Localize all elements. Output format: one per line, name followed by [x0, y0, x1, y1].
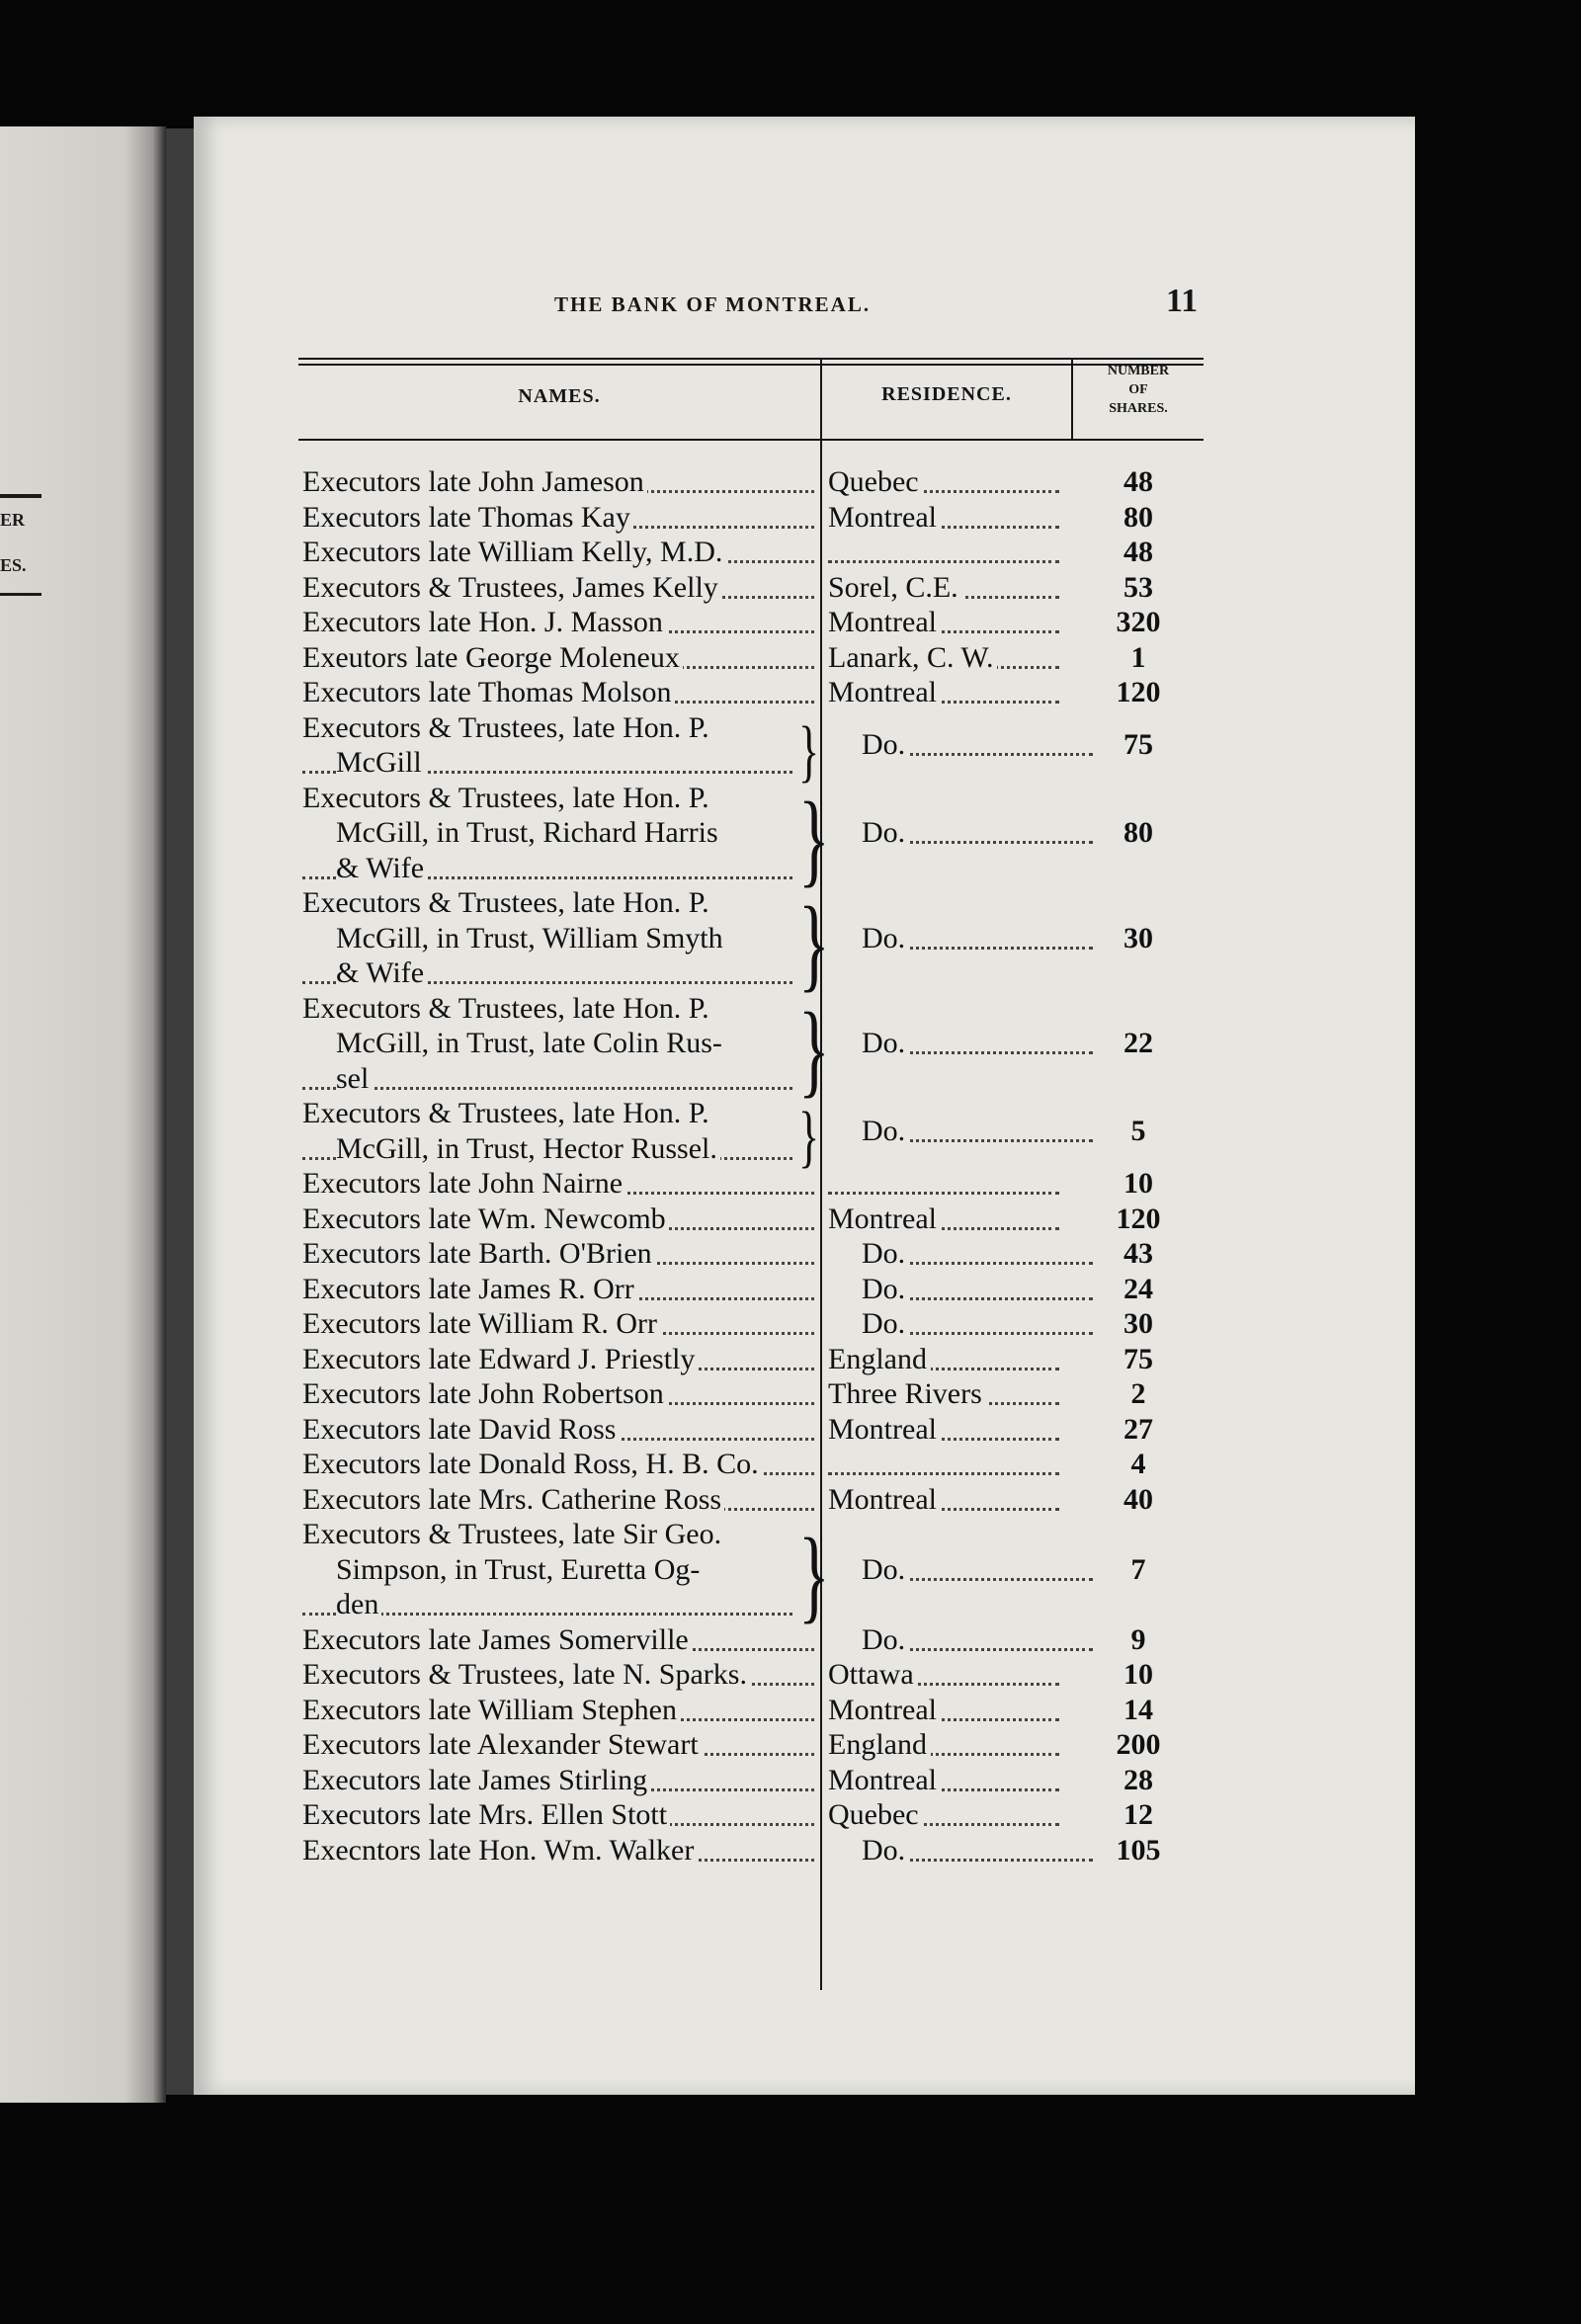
- residence-cell: [828, 1482, 1065, 1518]
- shares-cell: 28: [1123, 1763, 1153, 1796]
- residence-cell: [828, 1026, 1099, 1061]
- table-row: [194, 1517, 1415, 1634]
- shares-cell: 5: [1130, 1114, 1146, 1147]
- name-cell: [302, 991, 818, 1097]
- residence-cell: [828, 605, 1065, 640]
- table-row: [194, 1657, 1415, 1693]
- shares-cell: 30: [1123, 1307, 1153, 1340]
- residence-text: Do.: [862, 1027, 909, 1059]
- residence-cell: [828, 1447, 1065, 1482]
- brace-symbol: }: [798, 992, 830, 1108]
- residence-cell: [828, 500, 1065, 536]
- name-cell: [302, 1376, 818, 1412]
- name-cell: [302, 1657, 818, 1693]
- name-cell: [302, 1833, 818, 1868]
- table-row: [194, 1447, 1415, 1482]
- name-cell: [302, 1412, 818, 1448]
- shares-cell: 12: [1123, 1798, 1153, 1831]
- table-row: [194, 781, 1415, 897]
- residence-text: Montreal: [828, 1413, 941, 1446]
- residence-text: Three Rivers: [828, 1377, 986, 1410]
- name-text: Executors late John Robertson: [302, 1377, 667, 1410]
- table-row: [194, 1376, 1415, 1412]
- name-cell: [302, 1202, 818, 1237]
- table-row: [194, 535, 1415, 570]
- name-cell: [302, 640, 818, 676]
- column-header-shares-line: SHARES.: [1109, 401, 1168, 416]
- residence-text: Do.: [862, 922, 909, 954]
- name-text: McGill, in Trust, Richard Harris: [336, 816, 721, 849]
- table-row: [194, 1727, 1415, 1763]
- name-text: Executors late Mrs. Catherine Ross: [302, 1483, 724, 1516]
- shares-cell: 80: [1123, 816, 1153, 849]
- page: [194, 117, 1415, 2095]
- name-cell: [302, 1482, 818, 1518]
- table-row: [194, 1342, 1415, 1377]
- shares-cell: 120: [1116, 676, 1161, 708]
- table-row: [194, 1306, 1415, 1342]
- residence-text: Lanark, C. W.: [828, 641, 997, 674]
- shares-cell: 10: [1123, 1658, 1153, 1691]
- residence-cell: [828, 1657, 1065, 1693]
- name-text: Executors late Wm. Newcomb: [302, 1203, 669, 1235]
- name-text: McGill, in Trust, late Colin Rus-: [336, 1027, 725, 1059]
- facing-page-edge: [0, 126, 166, 2103]
- name-text: McGill: [336, 746, 425, 779]
- name-text: Executors & Trustees, James Kelly: [302, 571, 721, 604]
- residence-text: Do.: [862, 1553, 909, 1586]
- residence-cell: [828, 675, 1065, 710]
- name-text: sel: [336, 1062, 372, 1095]
- residence-text: Do.: [862, 1237, 909, 1270]
- column-header-names: NAMES.: [518, 385, 601, 407]
- name-cell: [302, 1306, 818, 1342]
- page-header: [194, 283, 1415, 326]
- shares-cell: 40: [1123, 1482, 1153, 1516]
- shares-cell: 24: [1123, 1272, 1153, 1305]
- residence-cell: [828, 1342, 1065, 1377]
- residence-cell: [828, 535, 1065, 570]
- name-text: Executors late Thomas Kay: [302, 501, 633, 534]
- dot-leader: [828, 1447, 1059, 1475]
- name-cell: [302, 464, 818, 500]
- residence-cell: [828, 1797, 1065, 1833]
- residence-text: Montreal: [828, 1203, 941, 1235]
- residence-cell: [828, 570, 1065, 606]
- name-cell: [302, 605, 818, 640]
- name-cell: [302, 1096, 818, 1166]
- name-text: Executors & Trustees, late Hon. P.: [302, 1097, 712, 1129]
- shares-cell: 14: [1123, 1693, 1153, 1726]
- residence-cell: [828, 1833, 1099, 1868]
- table-row: [194, 1482, 1415, 1518]
- residence-cell: [828, 1376, 1065, 1412]
- name-text: Executors late Alexander Stewart: [302, 1728, 702, 1761]
- name-text: Executors late Thomas Molson: [302, 676, 675, 708]
- name-cell: [302, 1166, 818, 1202]
- facing-page-fragment: ER: [0, 510, 26, 530]
- residence-text: Do.: [862, 1273, 909, 1305]
- residence-cell: [828, 1622, 1099, 1658]
- name-cell: [302, 1342, 818, 1377]
- residence-text: Montreal: [828, 606, 941, 638]
- table-row: [194, 605, 1415, 640]
- table-row: [194, 1797, 1415, 1833]
- residence-text: Do.: [862, 1623, 909, 1656]
- name-text: Executors & Trustees, late Hon. P.: [302, 782, 712, 814]
- shares-cell: 9: [1130, 1622, 1146, 1656]
- name-text: Executors late James R. Orr: [302, 1273, 637, 1305]
- residence-text: Montreal: [828, 1483, 941, 1516]
- residence-cell: [828, 727, 1099, 763]
- name-text: Executors & Trustees, late Hon. P.: [302, 711, 712, 744]
- name-cell: [302, 1693, 818, 1728]
- residence-text: Do.: [862, 728, 909, 761]
- residence-cell: [828, 1763, 1065, 1798]
- facing-page-rule: [0, 593, 42, 596]
- residence-text: England: [828, 1343, 931, 1375]
- name-cell: [302, 1763, 818, 1798]
- shares-cell: 75: [1123, 728, 1153, 762]
- name-text: & Wife: [336, 956, 427, 989]
- column-header-residence: RESIDENCE.: [881, 383, 1012, 405]
- table-row: [194, 1166, 1415, 1202]
- residence-text: Do.: [862, 1307, 909, 1340]
- dot-leader: [302, 1061, 792, 1090]
- shares-cell: 200: [1116, 1728, 1161, 1761]
- shares-cell: 48: [1123, 465, 1153, 498]
- shares-cell: 80: [1123, 500, 1153, 534]
- name-cell: [302, 1447, 818, 1482]
- shares-cell: 10: [1123, 1167, 1153, 1200]
- shares-cell: 48: [1123, 536, 1153, 568]
- name-text: Executors & Trustees, late Hon. P.: [302, 886, 712, 919]
- residence-text: Montreal: [828, 1764, 941, 1796]
- residence-text: Do.: [862, 1115, 909, 1147]
- table-row: [194, 1833, 1415, 1868]
- column-header-shares-line: NUMBER: [1107, 364, 1170, 378]
- shares-cell: 53: [1123, 570, 1153, 604]
- running-title: THE BANK OF MONTREAL.: [554, 292, 872, 316]
- table-row: [194, 1272, 1415, 1307]
- name-cell: [302, 1272, 818, 1307]
- name-text: Executors late Donald Ross, H. B. Co.: [302, 1448, 762, 1480]
- residence-text: Montreal: [828, 501, 941, 534]
- residence-cell: [828, 1693, 1065, 1728]
- dot-leader: [828, 1166, 1059, 1195]
- name-cell: [302, 675, 818, 710]
- name-text: Executors late John Jameson: [302, 465, 647, 498]
- residence-text: Ottawa: [828, 1658, 918, 1691]
- table-row: [194, 675, 1415, 710]
- name-text: Executors & Trustees, late Hon. P.: [302, 992, 712, 1025]
- shares-cell: 2: [1130, 1377, 1146, 1410]
- table-top-rule: [298, 358, 1204, 360]
- column-header-shares-line: OF: [1128, 382, 1148, 397]
- table-row: [194, 464, 1415, 500]
- name-cell: [302, 885, 818, 991]
- residence-text: Quebec: [828, 465, 923, 498]
- table-row: [194, 500, 1415, 536]
- residence-text: Quebec: [828, 1798, 923, 1831]
- name-cell: [302, 710, 818, 781]
- residence-cell: [828, 1202, 1065, 1237]
- residence-cell: [828, 1306, 1099, 1342]
- residence-cell: [828, 1552, 1099, 1588]
- name-text: Simpson, in Trust, Euretta Og-: [336, 1553, 703, 1586]
- residence-cell: [828, 1272, 1099, 1307]
- name-text: Executors late James Somerville: [302, 1623, 692, 1656]
- name-text: Exeutors late George Moleneux: [302, 641, 683, 674]
- brace-symbol: }: [798, 1518, 830, 1634]
- shares-cell: 320: [1116, 606, 1161, 638]
- facing-page-fragment: ES.: [0, 555, 27, 575]
- shares-cell: 75: [1123, 1342, 1153, 1375]
- name-text: Executors & Trustees, late N. Sparks.: [302, 1658, 750, 1691]
- shares-cell: 30: [1123, 921, 1153, 954]
- name-cell: [302, 1797, 818, 1833]
- table-row: [194, 570, 1415, 606]
- name-text: Executors late William R. Orr: [302, 1307, 660, 1340]
- shares-cell: 7: [1130, 1552, 1146, 1586]
- name-text: McGill, in Trust, William Smyth: [336, 922, 726, 954]
- residence-cell: [828, 921, 1099, 956]
- name-text: Executors late James Stirling: [302, 1764, 650, 1796]
- shares-cell: 120: [1116, 1202, 1161, 1235]
- name-cell: [302, 781, 818, 886]
- facing-page-rule: [0, 494, 42, 498]
- residence-text: Sorel, C.E.: [828, 571, 962, 604]
- residence-cell: [828, 1114, 1099, 1149]
- table-header-rule: [298, 439, 1204, 441]
- residence-text: Do.: [862, 816, 909, 849]
- name-text: Executors late David Ross: [302, 1413, 619, 1446]
- name-text: Executors late Mrs. Ellen Stott: [302, 1798, 670, 1831]
- name-text: McGill, in Trust, Hector Russel.: [336, 1132, 720, 1165]
- residence-cell: [828, 464, 1065, 500]
- table-row: [194, 1202, 1415, 1237]
- table-row: [194, 1096, 1415, 1175]
- residence-cell: [828, 1727, 1065, 1763]
- name-cell: [302, 1517, 818, 1622]
- table-row: [194, 1622, 1415, 1658]
- table-top-rule: [298, 364, 1204, 366]
- page-number: 11: [1166, 283, 1199, 319]
- column-header-shares: [1073, 362, 1204, 418]
- table-row: [194, 885, 1415, 1003]
- shares-cell: 22: [1123, 1027, 1153, 1059]
- name-text: Executors late Hon. J. Masson: [302, 606, 666, 638]
- brace-symbol: }: [798, 782, 830, 897]
- book-spine: [166, 128, 194, 2095]
- shares-cell: 4: [1130, 1448, 1146, 1480]
- residence-text: Do.: [862, 1834, 909, 1867]
- brace-symbol: }: [798, 1097, 820, 1175]
- table-row: [194, 991, 1415, 1108]
- shares-cell: 105: [1116, 1833, 1161, 1867]
- name-text: Execntors late Hon. Wm. Walker: [302, 1834, 697, 1867]
- name-text: & Wife: [336, 852, 427, 884]
- residence-text: England: [828, 1728, 931, 1761]
- name-cell: [302, 1622, 818, 1658]
- shares-cell: 43: [1123, 1237, 1153, 1270]
- name-text: Executors late William Stephen: [302, 1694, 680, 1726]
- table-row: [194, 1236, 1415, 1272]
- name-cell: [302, 535, 818, 570]
- table-row: [194, 640, 1415, 676]
- name-cell: [302, 1236, 818, 1272]
- name-cell: [302, 570, 818, 606]
- shares-cell: 1: [1130, 640, 1146, 674]
- name-text: Executors & Trustees, late Sir Geo.: [302, 1518, 724, 1550]
- name-cell: [302, 500, 818, 536]
- residence-cell: [828, 1412, 1065, 1448]
- residence-cell: [828, 815, 1099, 851]
- name-text: Executors late Edward J. Priestly: [302, 1343, 698, 1375]
- dot-leader: [828, 535, 1059, 563]
- residence-text: Montreal: [828, 676, 941, 708]
- table-row: [194, 1763, 1415, 1798]
- name-text: Executors late Barth. O'Brien: [302, 1237, 655, 1270]
- residence-cell: [828, 640, 1065, 676]
- residence-cell: [828, 1236, 1099, 1272]
- name-text: Executors late John Nairne: [302, 1167, 625, 1200]
- shares-cell: 27: [1123, 1412, 1153, 1446]
- name-cell: [302, 1727, 818, 1763]
- residence-text: Montreal: [828, 1694, 941, 1726]
- name-text: den: [336, 1588, 381, 1620]
- name-text: Executors late William Kelly, M.D.: [302, 536, 725, 568]
- table-row: [194, 1693, 1415, 1728]
- table-row: [194, 1412, 1415, 1448]
- brace-symbol: }: [798, 886, 830, 1003]
- residence-cell: [828, 1166, 1065, 1202]
- brace-symbol: }: [798, 711, 820, 789]
- table-row: [194, 710, 1415, 789]
